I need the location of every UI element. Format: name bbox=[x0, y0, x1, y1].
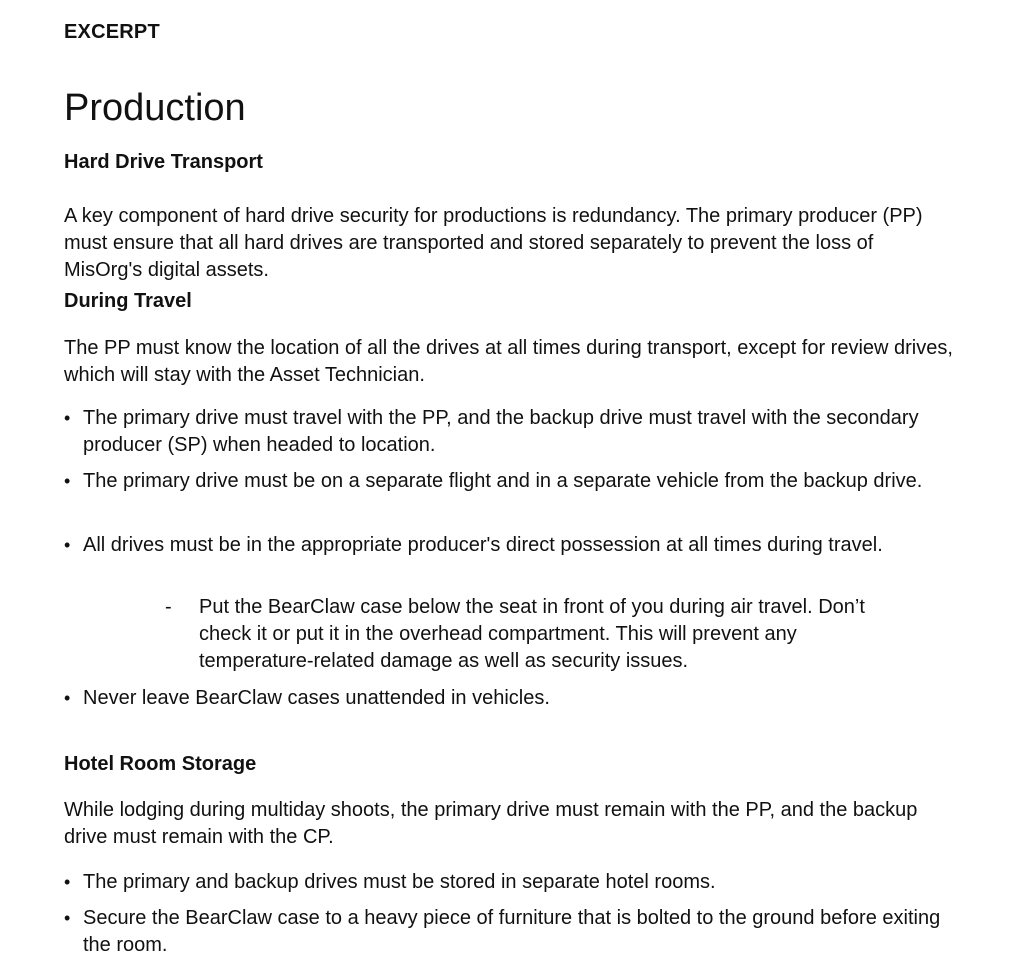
section-heading-during-travel: During Travel bbox=[64, 290, 192, 312]
list-item bbox=[64, 685, 944, 712]
bullet-icon: • bbox=[64, 535, 71, 555]
list-item-text: Never leave BearClaw cases unattended in vehicles. bbox=[83, 687, 550, 709]
list-item-text: The primary and backup drives must be stored in separate hotel rooms. bbox=[83, 871, 716, 893]
bullet-icon: • bbox=[64, 471, 71, 491]
sub-list-item-text: Put the BearClaw case below the seat in front of you during air travel. Don’t check it or put it in the overhead compartment. This will prevent any temperature-related damage as well as security issues. bbox=[199, 596, 865, 672]
dash-icon: - bbox=[165, 596, 172, 618]
hotel-room-paragraph: While lodging during multiday shoots, the primary drive must remain with the PP, and the backup drive must remain with the CP. bbox=[64, 799, 918, 848]
page-title: Production bbox=[64, 87, 246, 129]
section-heading-hotel-room-storage: Hotel Room Storage bbox=[64, 753, 257, 775]
bullet-icon: • bbox=[64, 408, 71, 428]
excerpt-label: EXCERPT bbox=[64, 21, 160, 43]
sub-list-item bbox=[165, 594, 905, 675]
during-travel-paragraph: The PP must know the location of all the drives at all times during transport, except for review drives, which will stay with the Asset Technician. bbox=[64, 337, 953, 386]
bullet-icon: • bbox=[64, 908, 71, 928]
list-item-text: Secure the BearClaw case to a heavy piece of furniture that is bolted to the ground before exiting the room. bbox=[83, 907, 941, 956]
list-item-text: The primary drive must travel with the PP, and the backup drive must travel with the secondary producer (SP) when headed to location. bbox=[83, 407, 919, 456]
list-item bbox=[64, 468, 944, 495]
list-item bbox=[64, 405, 944, 459]
list-item bbox=[64, 869, 944, 896]
list-item-text: All drives must be in the appropriate producer's direct possession at all times during travel. bbox=[83, 534, 883, 556]
section-heading-hard-drive-transport: Hard Drive Transport bbox=[64, 151, 263, 173]
list-item bbox=[64, 905, 944, 959]
bullet-icon: • bbox=[64, 872, 71, 892]
intro-paragraph: A key component of hard drive security for productions is redundancy. The primary producer (PP) must ensure that all hard drives are transported and stored separately to prevent the loss of MisOrg's digital assets. bbox=[64, 205, 923, 281]
bullet-icon: • bbox=[64, 688, 71, 708]
list-item-text: The primary drive must be on a separate flight and in a separate vehicle from the backup drive. bbox=[83, 470, 923, 492]
list-item bbox=[64, 532, 944, 559]
